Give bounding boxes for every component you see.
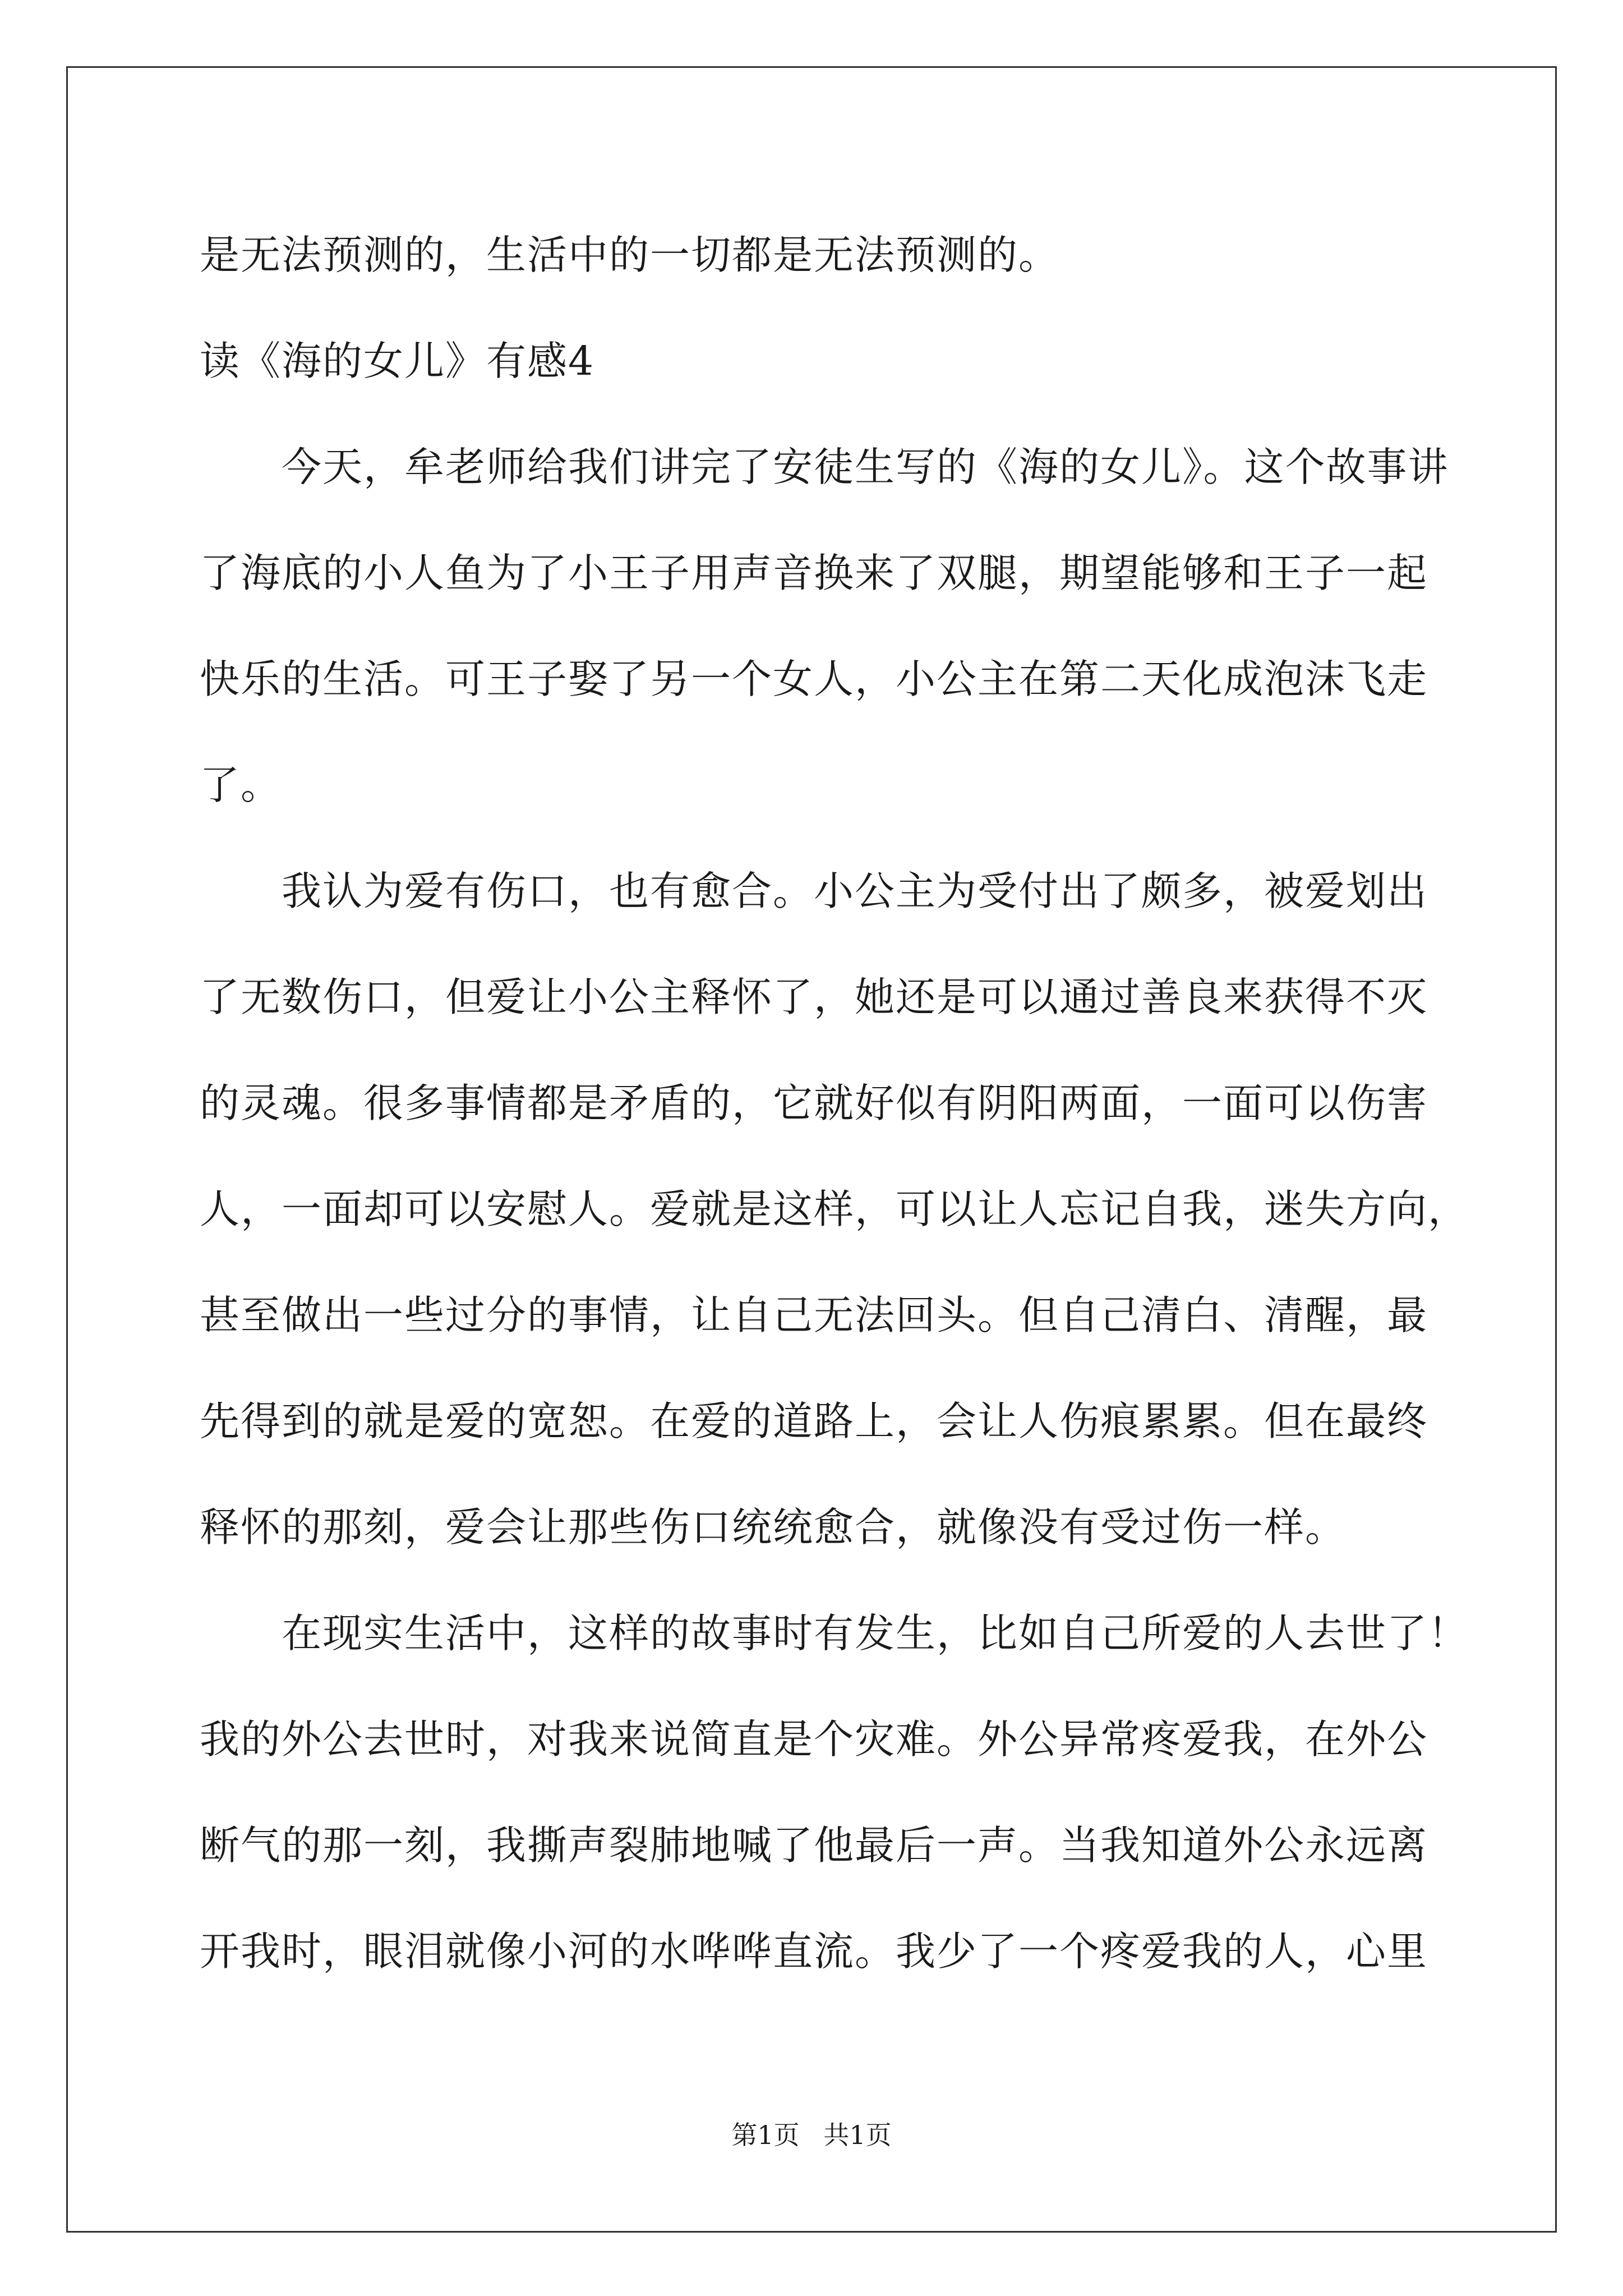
section-title: 读《海的女儿》有感4 bbox=[200, 338, 595, 384]
page-footer bbox=[0, 2118, 1623, 2152]
paragraph-line: 我的外公去世时，对我来说简直是个灾难。外公异常疼爱我，在外公 bbox=[200, 1716, 1428, 1763]
paragraph-line: 我认为爱有伤口，也有愈合。小公主为受付出了颇多，被爱划出 bbox=[282, 868, 1428, 914]
paragraph-line: 了。 bbox=[200, 762, 282, 808]
paragraph-line: 开我时，眼泪就像小河的水哗哗直流。我少了一个疼爱我的人，心里 bbox=[200, 1928, 1428, 1975]
paragraph-line: 释怀的那刻，爱会让那些伤口统统愈合，就像没有受过伤一样。 bbox=[200, 1504, 1347, 1550]
paragraph-line: 人，一面却可以安慰人。爱就是这样，可以让人忘记自我，迷失方向， bbox=[200, 1186, 1469, 1232]
paragraph-line: 先得到的就是爱的宽恕。在爱的道路上，会让人伤痕累累。但在最终 bbox=[200, 1398, 1428, 1444]
page-total: 共1页 bbox=[823, 2120, 892, 2150]
paragraph-line: 了海底的小人鱼为了小王子用声音换来了双腿，期望能够和王子一起 bbox=[200, 550, 1428, 596]
paragraph-3 bbox=[200, 1580, 1469, 2004]
paragraph-list bbox=[200, 414, 1469, 2004]
paragraph-line: 在现实生活中，这样的故事时有发生，比如自己所爱的人去世了！ bbox=[282, 1610, 1469, 1657]
paragraph-1 bbox=[200, 414, 1449, 838]
paragraph-line: 的灵魂。很多事情都是矛盾的，它就好似有阴阳两面，一面可以伤害 bbox=[200, 1080, 1428, 1126]
paragraph-2 bbox=[200, 838, 1469, 1580]
paragraph-line: 了无数伤口，但爱让小公主释怀了，她还是可以通过善良来获得不灭 bbox=[200, 974, 1428, 1020]
paragraph-line: 快乐的生活。可王子娶了另一个女人，小公主在第二天化成泡沫飞走 bbox=[200, 656, 1428, 702]
paragraph-line: 甚至做出一些过分的事情，让自己无法回头。但自己清白、清醒，最 bbox=[200, 1292, 1428, 1338]
page-number: 第1页 bbox=[731, 2120, 800, 2150]
paragraph-line: 断气的那一刻，我撕声裂肺地喊了他最后一声。当我知道外公永远离 bbox=[200, 1822, 1428, 1869]
paragraph-line: 今天，牟老师给我们讲完了安徒生写的《海的女儿》。这个故事讲 bbox=[282, 444, 1449, 490]
continuation-line: 是无法预测的，生活中的一切都是无法预测的。 bbox=[200, 232, 1060, 278]
